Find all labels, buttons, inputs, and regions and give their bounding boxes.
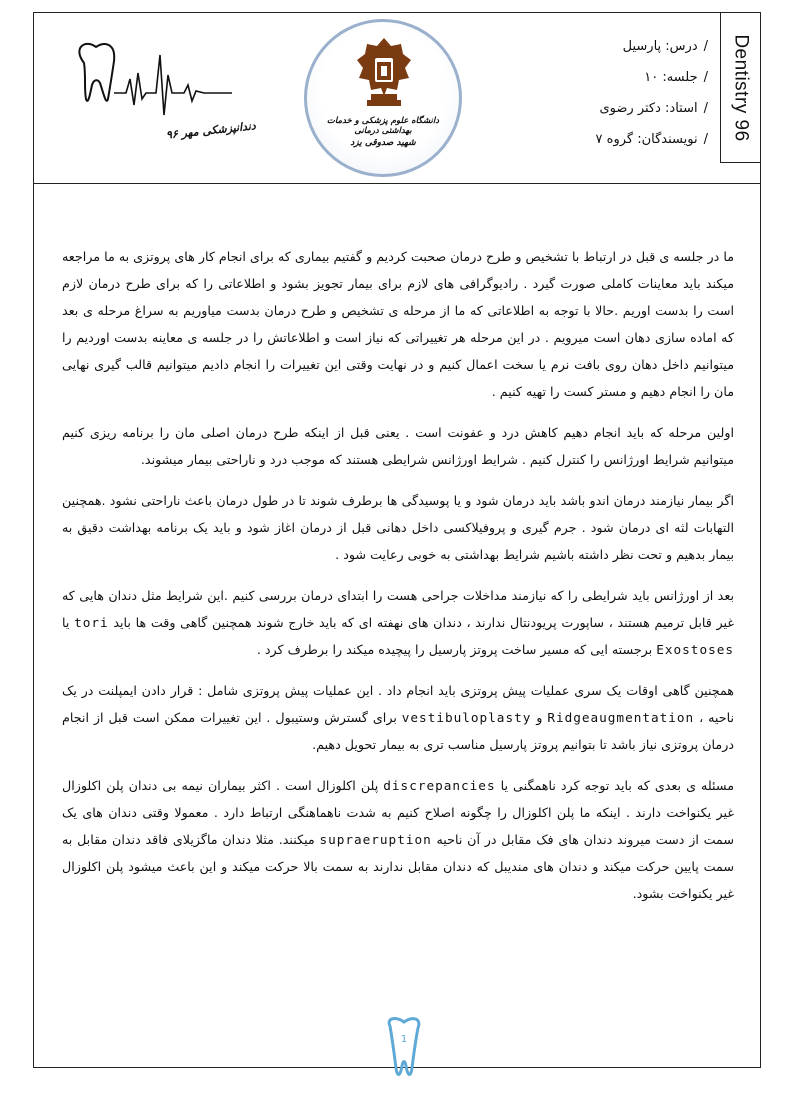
latin-term: supraeruption xyxy=(319,832,432,847)
lesson-info xyxy=(508,31,708,155)
paragraph xyxy=(62,243,734,405)
brand-caption: دندانپزشکی مهر ۹۶ xyxy=(165,119,257,142)
paragraph-text: میکنند. مثلا دندان ماگزیلای فاقد دندان مقابل به سمت پایین حرکت میکند و دندان های مندیبل که دندان مقابل ندارند به سمت بالا حرکت میکند و این باعث میشود پلن اکلوزال غیر یکنواخت بشود. xyxy=(62,832,734,901)
paragraph-text: اولین مرحله که باید انجام دهیم کاهش درد و عفونت است . یعنی قبل از اینکه طرح درمان اصلی مان را برنامه ریزی کنیم میتوانیم شرایط اورژانس را کنترل کنیم . شرایط اورژانس شرایطی هستند که موجب درد و ناراحتی بیمار میشوند. xyxy=(62,425,734,467)
latin-term: tori xyxy=(74,615,109,630)
tooth-heartbeat-icon xyxy=(64,35,234,135)
university-name: دانشگاه علوم پزشکی و خدمات بهداشتی درمانی xyxy=(326,116,440,136)
session-label: جلسه: ۱۰ xyxy=(644,70,698,85)
header xyxy=(34,13,760,184)
paragraph xyxy=(62,677,734,758)
paragraph-text: مسئله ی بعدی که باید توجه کرد ناهمگنی یا xyxy=(495,778,734,793)
latin-term: discrepancies xyxy=(383,778,496,793)
latin-term: Ridgeaugmentation xyxy=(547,710,695,725)
latin-term: Exostoses xyxy=(656,642,734,657)
university-logo xyxy=(304,19,462,177)
paragraph xyxy=(62,487,734,568)
paragraph-text: یا xyxy=(62,615,75,630)
latin-term: vestibuloplasty xyxy=(401,710,532,725)
paragraph-text: اگر بیمار نیازمند درمان اندو باشد باید درمان شود و یا پوسیدگی ها برطرف شوند تا در طول درمان باعث ناراحتی نشود .همچنین التهابات لثه ای درمان شود . جرم گیری و پروفیلاکسی داخل دهانی قبل از درمان اغاز شود و باید یک برنامه بهداشت دقیق به بیمار بدهیم و تحت نظر داشته باشیم شرایط بهداشتی به خوبی رعایت شود . xyxy=(62,493,734,562)
university-emblem-icon xyxy=(353,36,415,108)
instructor-line: /استاد: دکتر رضوی xyxy=(599,101,708,116)
page-frame xyxy=(33,12,761,1068)
paragraph-text: برجسته ایی که مسیر ساخت پروتز پارسیل را پیچیده میکند را برطرف کرد . xyxy=(256,642,657,657)
university-city: شهید صدوقی یزد xyxy=(350,138,416,148)
paragraph xyxy=(62,582,734,663)
session-line: /جلسه: ۱۰ xyxy=(644,70,708,85)
brand-logo xyxy=(64,35,257,150)
paragraph xyxy=(62,772,734,907)
course-label: درس: پارسیل xyxy=(622,39,698,54)
authors-label: نویسندگان: گروه ۷ xyxy=(595,132,698,147)
instructor-label: استاد: دکتر رضوی xyxy=(599,101,698,116)
paragraph-text: ما در جلسه ی قبل در ارتباط با تشخیص و طرح درمان صحبت کردیم و گفتیم بیماری که برای انجام کار های پروتزی به ما مراجعه میکند باید معاینات کاملی صورت گیرد . رادیوگرافی های لازم برای بیمار تجویز بشود و اطلاعاتی را که برای طرح درمان لازم است را بدست اوریم .حالا با توجه به اطلاعاتی که ما از مرحله ی تشخیص و طرح درمان بدست میاوریم به سراغ مرحله ی بعد که اماده سازی دهان است میرویم . در این مرحله هر تغییراتی که نیاز است و اطلاعاتش را در جلسه ی معاینه بدست اوردیم را میتوانیم داخل دهان روی بافت نرم یا سخت اعمال کنیم و در نهایت وقتی این تغییرات را انجام دادیم میتوانیم قالب گیری نهایی مان را انجام دهیم و مستر کست را تهیه کنیم . xyxy=(62,249,734,399)
authors-line: /نویسندگان: گروه ۷ xyxy=(595,132,708,147)
body-text xyxy=(62,243,734,921)
paragraph-text: برای گسترش وستیبول . این تغییرات ممکن است قبل از انجام درمان پروتزی نیاز باشد تا بتوانیم پروتز پارسیل مناسب تری به بیمار تحویل دهیم. xyxy=(62,710,734,752)
footer-tooth-icon xyxy=(384,1016,424,1080)
page-number: 1 xyxy=(400,1034,408,1045)
course-line: /درس: پارسیل xyxy=(622,39,708,54)
paragraph-text: همچنین گاهی اوقات یک سری عملیات پیش پروتزی باید انجام داد . این عملیات پیش پروتزی شامل : قرار دادن ایمپلنت در یک ناحیه ، xyxy=(62,683,734,725)
vertical-tag: Dentistry 96 xyxy=(730,33,752,142)
paragraph-text: و xyxy=(531,710,548,725)
vertical-tag-box xyxy=(720,13,760,163)
paragraph-text: بعد از اورژانس باید شرایطی را که نیازمند مداخلات جراحی هست را ابتدای درمان بررسی کنیم .این شرایط مثل دندان هایی که غیر قابل ترمیم هستند ، ساپورت پریودنتال ندارند ، دندان های نهفته ای که باید خارج شوند همچنین گاهی وقت ها باید xyxy=(62,588,734,630)
paragraph xyxy=(62,419,734,473)
paragraph-text: پلن اکلوزال است . اکثر بیماران نیمه بی دندان پلن اکلوزال غیر یکنواخت دارند . اینکه ما پلن اکلوزال را چگونه اصلاح کنیم به شدت ناهماهنگی ارتباط دارد . معمولا وقتی دندان های یک سمت از دست میروند دندان های فک مقابل در آن ناحیه xyxy=(62,778,735,847)
